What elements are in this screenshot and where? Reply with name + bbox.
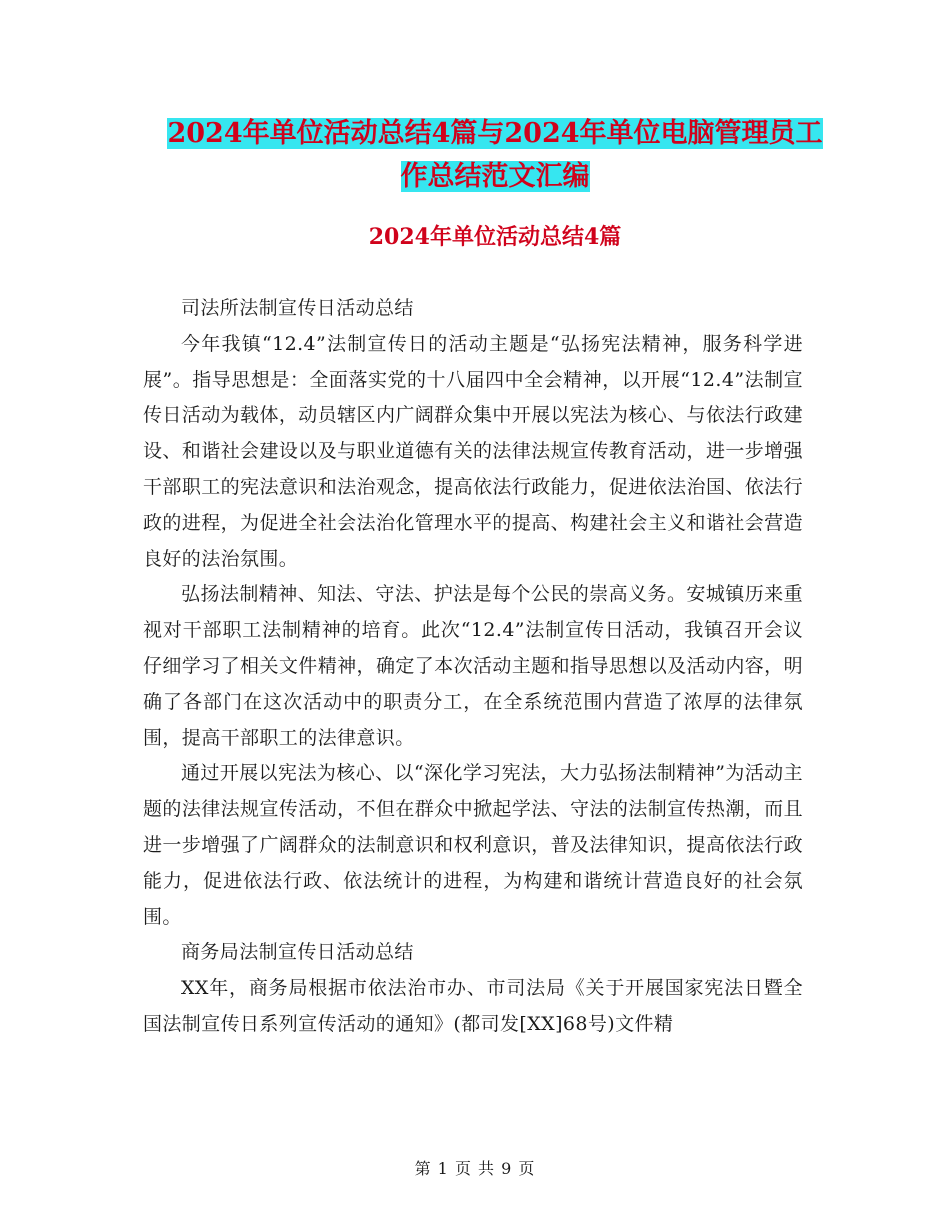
page-footer: [0, 1156, 950, 1179]
paragraph: 通过开展以宪法为核心、以“深化学习宪法，大力弘扬法制精神”为活动主题的法律法规宣传活动，不但在群众中掀起学法、守法的法制宣传热潮，而且进一步增强了广阔群众的法制意识和权利意识，普及法律知识，提高依法行政能力，促进依法行政、依法统计的进程，为构建和谐统计营造良好的社会氛围。: [143, 762, 803, 928]
document-title-line-2: 作总结范文汇编: [400, 161, 590, 192]
paragraph: 弘扬法制精神、知法、守法、护法是每个公民的崇高义务。安城镇历来重视对干部职工法制精神的培育。此次“12.4”法制宣传日活动，我镇召开会议仔细学习了相关文件精神，确定了本次活动主题和指导思想以及活动内容，明确了各部门在这次活动中的职责分工，在全系统范围内营造了浓厚的法律氛围，提高干部职工的法律意识。: [143, 583, 803, 749]
paragraph: XX年，商务局根据市依法治市办、市司法局《关于开展国家宪法日暨全国法制宣传日系列宣传活动的通知》(都司发[XX]68号)文件精: [143, 977, 803, 1035]
document-title: [140, 112, 850, 198]
document-body: [143, 291, 803, 1043]
document-title-line-1: 2024年单位活动总结4篇与2024年单位电脑管理员工: [167, 118, 823, 149]
paragraph-subheading-1: 司法所法制宣传日活动总结: [181, 297, 414, 319]
page-number-label: 第 1 页 共 9 页: [414, 1159, 536, 1178]
paragraph: 今年我镇“12.4”法制宣传日的活动主题是“弘扬宪法精神，服务科学进展”。指导思想是：全面落实党的十八届四中全会精神，以开展“12.4”法制宣传日活动为载体，动员辖区内广阔群众集中开展以宪法为核心、与依法行政建设、和谐社会建设以及与职业道德有关的法律法规宣传教育活动，进一步增强干部职工的宪法意识和法治观念，提高依法行政能力，促进依法治国、依法行政的进程，为促进全社会法治化管理水平的提高、构建社会主义和谐社会营造良好的法治氛围。: [143, 332, 803, 570]
section-title: 2024年单位活动总结4篇: [368, 224, 622, 250]
paragraph-subheading-2: 商务局法制宣传日活动总结: [181, 941, 414, 964]
